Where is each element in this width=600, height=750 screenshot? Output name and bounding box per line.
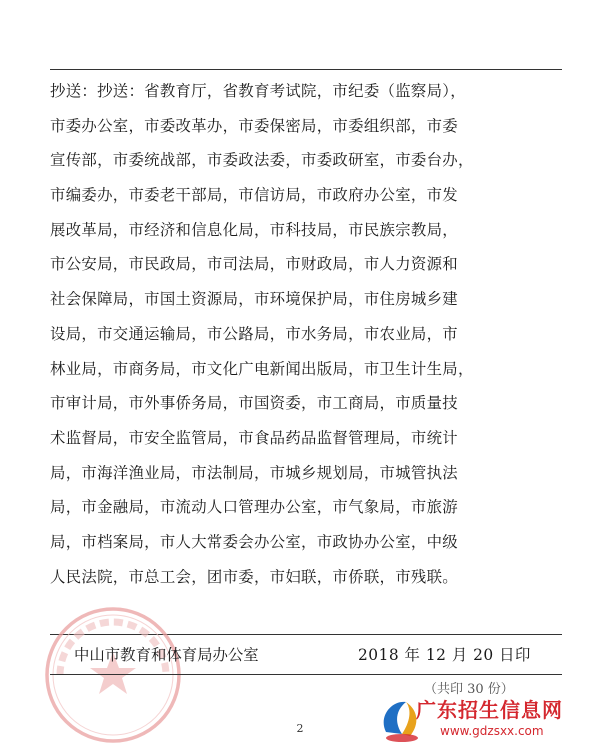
cc-line: 术监督局，市安全监管局，市食品药品监督管理局，市统计 — [50, 428, 458, 447]
watermark-site-name: 广东招生信息网 — [416, 698, 563, 722]
cc-line: 人民法院，市总工会，团市委，市妇联，市侨联，市残联。 — [50, 567, 458, 586]
top-divider — [50, 69, 562, 70]
print-date: 2018 年 12 月 20 日印 — [358, 646, 531, 664]
footer-divider-bottom — [50, 674, 562, 675]
cc-line: 市编委办，市委老干部局，市信访局，市政府办公室，市发 — [50, 186, 458, 205]
cc-line: 设局，市交通运输局，市公路局，市水务局，市农业局，市 — [50, 324, 458, 343]
cc-line: 展改革局，市经济和信息化局，市科技局，市民族宗教局， — [50, 220, 458, 239]
cc-line: 市委办公室，市委改革办，市委保密局，市委组织部，市委 — [50, 116, 458, 135]
cc-list — [50, 74, 562, 594]
cc-line: 局，市金融局，市流动人口管理办公室，市气象局，市旅游 — [50, 498, 458, 517]
cc-line: 局，市档案局，市人大常委会办公室，市政协办公室，中级 — [50, 532, 458, 551]
copies-count: （共印 30 份） — [424, 682, 514, 697]
page-number: 2 — [296, 722, 304, 735]
issuer-name: 中山市教育和体育局办公室 — [74, 646, 259, 664]
cc-line: 宣传部，市委统战部，市委政法委，市委政研室，市委台办， — [50, 151, 474, 170]
cc-line: 林业局，市商务局，市文化广电新闻出版局，市卫生计生局， — [50, 359, 474, 378]
cc-line: 抄送：抄送：省教育厅，省教育考试院，市纪委（监察局）， — [50, 82, 466, 100]
cc-line: 市公安局，市民政局，市司法局，市财政局，市人力资源和 — [50, 255, 458, 274]
watermark-url: www.gdzsxx.com — [440, 724, 544, 738]
cc-line: 社会保障局，市国土资源局，市环境保护局，市住房城乡建 — [50, 290, 458, 309]
cc-line: 市审计局，市外事侨务局，市国资委，市工商局，市质量技 — [50, 394, 458, 413]
cc-line: 局，市海洋渔业局，市法制局，市城乡规划局，市城管执法 — [50, 463, 458, 482]
